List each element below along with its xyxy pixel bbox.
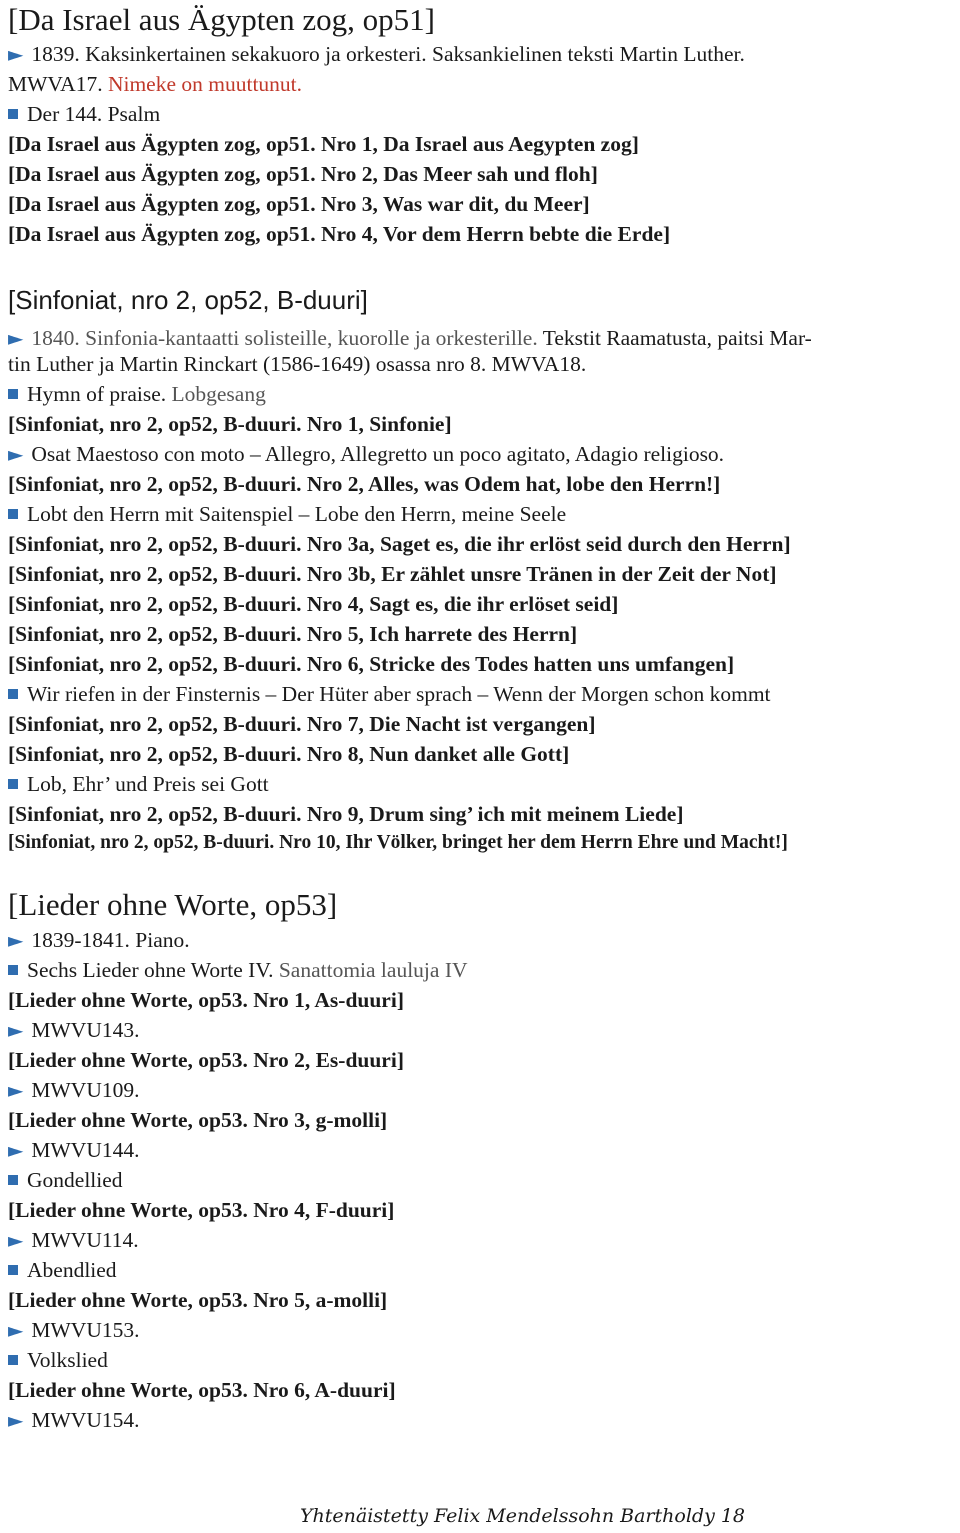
triangle-right-icon: ►: [8, 1228, 24, 1252]
alt-title-line: Hymn of praise. Lobgesang: [8, 380, 266, 408]
part-line: [Da Israel aus Ägypten zog, op51. Nro 4, Vor dem Herrn bebte die Erde]: [8, 222, 671, 246]
part-line: [Sinfoniat, nro 2, op52, B-duuri. Nro 3a, Saget es, die ihr erlöst seid durch den Herrn]: [8, 532, 791, 556]
square-bullet-icon: [8, 1265, 18, 1275]
changed-note: Nimeke on muuttunut.: [107, 72, 303, 96]
square-bullet-icon: [8, 965, 18, 975]
part-line: [Sinfoniat, nro 2, op52, B-duuri. Nro 3b, Er zählet unsre Tränen in der Zeit der Not]: [8, 562, 777, 586]
info-line: ► 1839. Kaksinkertainen sekakuoro ja orkesteri. Saksankielinen teksti Martin Luther.: [8, 42, 745, 66]
square-bullet-icon: [8, 1355, 18, 1365]
part-line: [Sinfoniat, nro 2, op52, B-duuri. Nro 6, Stricke des Todes hatten uns umfangen]: [8, 652, 735, 676]
triangle-right-icon: ►: [8, 1138, 24, 1162]
part-line: [Sinfoniat, nro 2, op52, B-duuri. Nro 9, Drum sing’ ich mit meinem Liede]: [8, 802, 684, 826]
square-bullet-icon: [8, 1175, 18, 1185]
section-title: [Sinfoniat, nro 2, op52, B-duuri]: [8, 285, 368, 315]
info-line: ► MWVU153.: [8, 1318, 140, 1342]
triangle-right-icon: ►: [8, 928, 24, 952]
triangle-right-icon: ►: [8, 442, 24, 466]
triangle-right-icon: ►: [8, 1408, 24, 1432]
alt-title-line: Der 144. Psalm: [8, 100, 160, 128]
part-line: [Lieder ohne Worte, op53. Nro 2, Es-duuri]: [8, 1048, 404, 1072]
part-line: [Lieder ohne Worte, op53. Nro 3, g-molli]: [8, 1108, 388, 1132]
alt-title-line: Abendlied: [8, 1256, 117, 1284]
alt-title-line: Lobt den Herrn mit Saitenspiel – Lobe den Herrn, meine Seele: [8, 500, 566, 528]
square-bullet-icon: [8, 509, 18, 519]
part-line: [Sinfoniat, nro 2, op52, B-duuri. Nro 2, Alles, was Odem hat, lobe den Herrn!]: [8, 472, 721, 496]
page-footer: Yhtenäistetty Felix Mendelssohn Bartholdy 18: [300, 1505, 746, 1527]
part-line: [Lieder ohne Worte, op53. Nro 6, A-duuri]: [8, 1378, 396, 1402]
part-line: [Da Israel aus Ägypten zog, op51. Nro 1, Da Israel aus Aegypten zog]: [8, 132, 639, 156]
info-line: ► 1839-1841. Piano.: [8, 928, 190, 952]
info-line: ► MWVU143.: [8, 1018, 140, 1042]
square-bullet-icon: [8, 109, 18, 119]
info-line: ► MWVU154.: [8, 1408, 140, 1432]
part-line: [Lieder ohne Worte, op53. Nro 1, As-duuri]: [8, 988, 404, 1012]
info-line: tin Luther ja Martin Rinckart (1586-1649) osassa nro 8. MWVA18.: [8, 352, 587, 376]
info-line: ► Osat Maestoso con moto – Allegro, Allegretto un poco agitato, Adagio religioso.: [8, 442, 725, 466]
section-title: [Da Israel aus Ägypten zog, op51]: [8, 2, 435, 37]
alt-title-line: Gondellied: [8, 1166, 123, 1194]
triangle-right-icon: ►: [8, 1078, 24, 1102]
square-bullet-icon: [8, 689, 18, 699]
part-line: [Sinfoniat, nro 2, op52, B-duuri. Nro 10, Ihr Völker, bringet her dem Herrn Ehre und Macht!]: [8, 832, 788, 853]
info-line: ► MWVU114.: [8, 1228, 139, 1252]
triangle-right-icon: ►: [8, 42, 24, 66]
triangle-right-icon: ►: [8, 326, 24, 350]
alt-title-line: Wir riefen in der Finsternis – Der Hüter aber sprach – Wenn der Morgen schon kommt: [8, 680, 771, 708]
info-line: ► 1840. Sinfonia-kantaatti solisteille, kuorolle ja orkesterille. Tekstit Raamatusta, paitsi Mar-: [8, 326, 812, 350]
part-line: [Da Israel aus Ägypten zog, op51. Nro 3, Was war dit, du Meer]: [8, 192, 590, 216]
info-line: MWVA17. Nimeke on muuttunut.: [8, 72, 303, 96]
part-line: [Sinfoniat, nro 2, op52, B-duuri. Nro 7, Die Nacht ist vergangen]: [8, 712, 596, 736]
alt-title-line: Lob, Ehr’ und Preis sei Gott: [8, 770, 269, 798]
info-line: ► MWVU109.: [8, 1078, 140, 1102]
part-line: [Sinfoniat, nro 2, op52, B-duuri. Nro 1, Sinfonie]: [8, 412, 452, 436]
triangle-right-icon: ►: [8, 1018, 24, 1042]
alt-title-line: Volkslied: [8, 1346, 108, 1374]
info-line: ► MWVU144.: [8, 1138, 140, 1162]
part-line: [Lieder ohne Worte, op53. Nro 5, a-molli]: [8, 1288, 388, 1312]
part-line: [Sinfoniat, nro 2, op52, B-duuri. Nro 4, Sagt es, die ihr erlöset seid]: [8, 592, 619, 616]
alt-title-line: Sechs Lieder ohne Worte IV. Sanattomia lauluja IV: [8, 956, 468, 984]
square-bullet-icon: [8, 779, 18, 789]
part-line: [Da Israel aus Ägypten zog, op51. Nro 2, Das Meer sah und floh]: [8, 162, 598, 186]
triangle-right-icon: ►: [8, 1318, 24, 1342]
part-line: [Sinfoniat, nro 2, op52, B-duuri. Nro 8, Nun danket alle Gott]: [8, 742, 570, 766]
section-title: [Lieder ohne Worte, op53]: [8, 887, 338, 922]
part-line: [Lieder ohne Worte, op53. Nro 4, F-duuri]: [8, 1198, 395, 1222]
square-bullet-icon: [8, 389, 18, 399]
part-line: [Sinfoniat, nro 2, op52, B-duuri. Nro 5, Ich harrete des Herrn]: [8, 622, 578, 646]
